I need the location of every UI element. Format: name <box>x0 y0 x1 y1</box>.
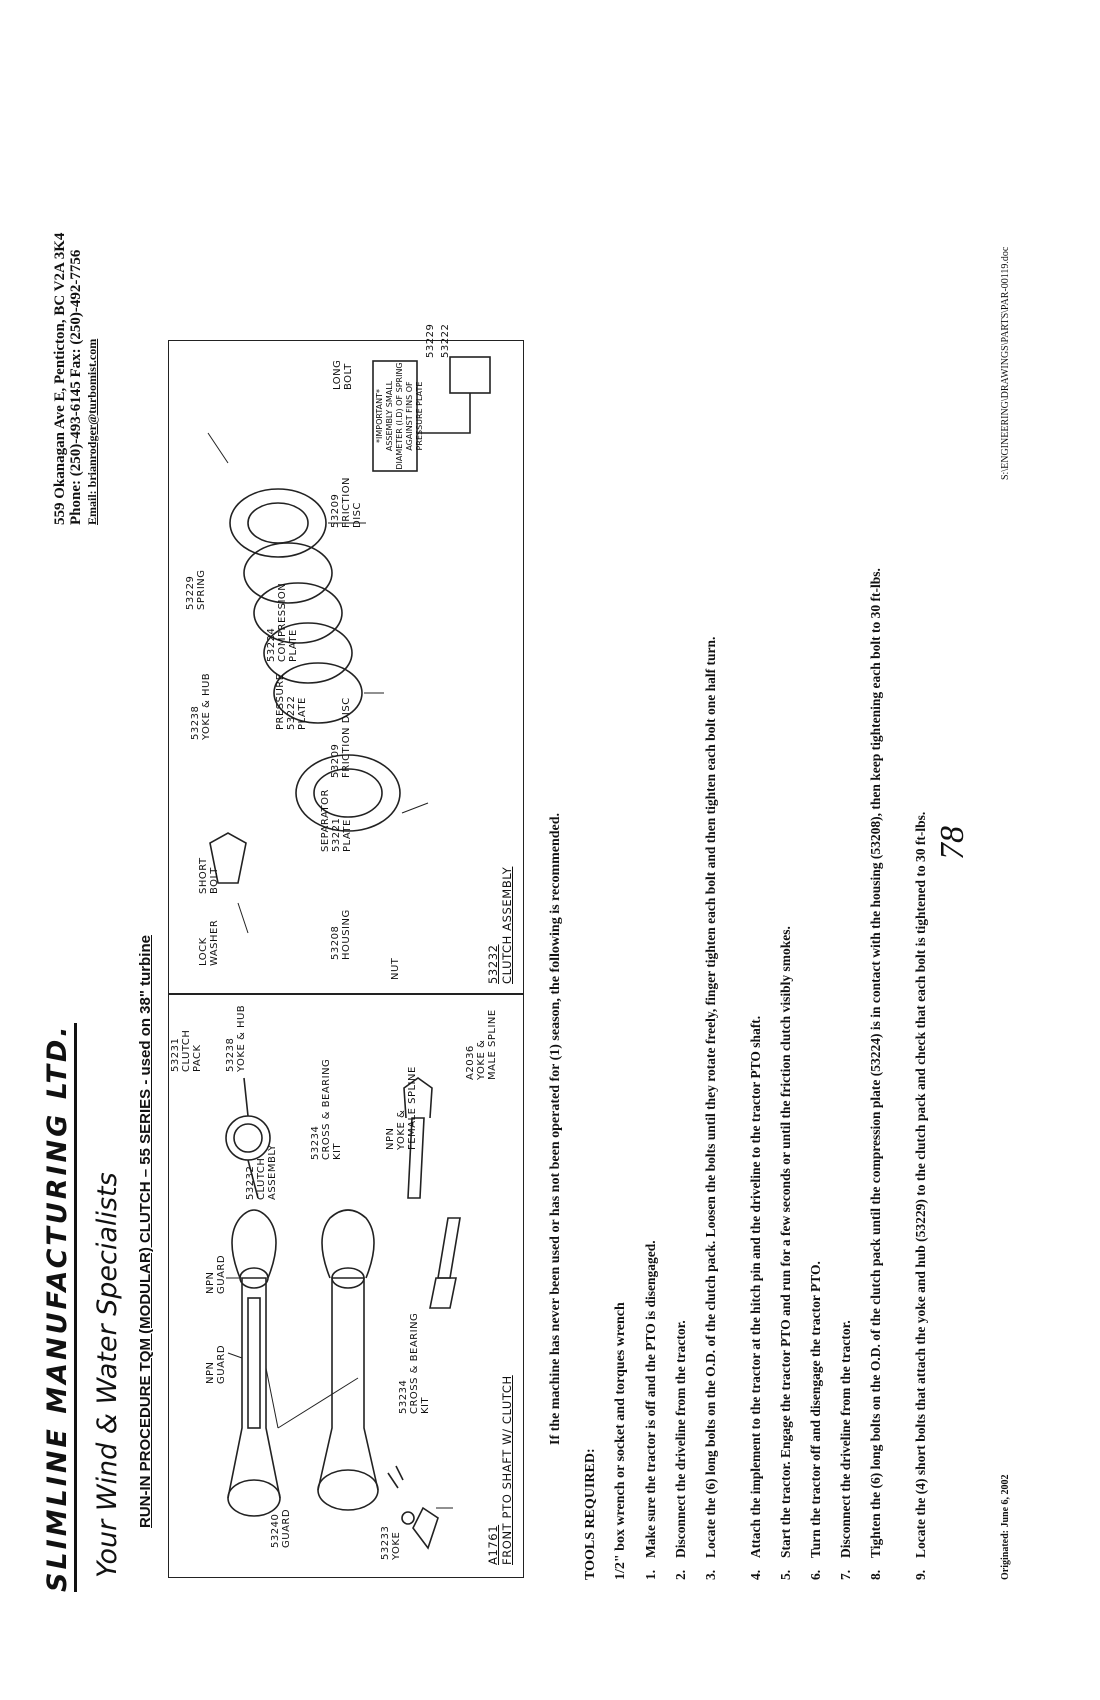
company-tagline: Your Wind & Water Specialists <box>92 1172 123 1578</box>
label-separator-plate: SEPARATOR 53221 PLATE <box>320 789 353 852</box>
label-npn-yoke-female: NPN YOKE & FEMALE SPLINE <box>385 1066 418 1150</box>
clutch-assembly-illustration <box>168 343 522 993</box>
label-53208-housing: 53208 HOUSING <box>330 909 352 960</box>
step-item: 2.Disconnect the driveline from the tractor. <box>673 1320 688 1580</box>
label-53209-friction-disc: 53209 FRICTION DISC <box>330 697 352 778</box>
label-short-bolt: SHORT BOLT <box>198 857 220 894</box>
file-path: S:\ENGINEERING\DRAWINGS\PARTS\PAR-00119.doc <box>1000 246 1011 480</box>
label-53240-guard: 53240 GUARD <box>270 1508 292 1548</box>
document-sheet <box>30 40 1070 1620</box>
label-53229-spring: 53229 SPRING <box>185 569 207 610</box>
label-lock-washer: LOCK WASHER <box>198 919 220 966</box>
label-53234-cross-kit: 53234 CROSS & BEARING KIT <box>398 1312 431 1414</box>
step-item: 3.Locate the (6) long bolts on the O.D. of the clutch pack. Loosen the bolts until they rotate freely, finger tighten each bolt and then tighten each bolt one half turn. <box>703 636 718 1580</box>
label-53224-compression-plate: 53224 COMPRESSION PLATE <box>266 582 299 662</box>
originated-date: Originated: June 6, 2002 <box>1000 1474 1011 1580</box>
label-53229: 53229 <box>425 323 436 358</box>
procedure-title: RUN-IN PROCEDURE TQM (MODULAR) CLUTCH – 55 SERIES - used on 38" turbine <box>137 935 154 1528</box>
label-pressure-plate: PRESSURE 53222 PLATE <box>275 673 308 730</box>
label-53238-yoke-hub: 53238 YOKE & HUB <box>190 672 212 740</box>
right-diagram-caption: 53232 CLUTCH ASSEMBLY <box>486 866 514 984</box>
company-address <box>52 233 100 525</box>
step-item: 5.Start the tractor. Engage the tractor PTO and run for a few seconds or until the friction clutch visibly smokes. <box>778 926 793 1580</box>
page-number: 78 <box>934 826 971 860</box>
step-item: 4.Attach the implement to the tractor at the hitch pin and the driveline to the tractor PTO shaft. <box>748 1015 763 1580</box>
left-diagram-caption: A1761 FRONT PTO SHAFT W/ CLUTCH <box>486 1375 514 1565</box>
step-item: 1.Make sure the tractor is off and the PTO is disengaged. <box>643 1240 658 1580</box>
label-53232-clutch-assembly: 53232 CLUTCH ASSEMBLY <box>245 1144 278 1200</box>
intro-paragraph: If the machine has never been used or has not been operated for (1) season, the following is recommended. <box>548 812 563 1445</box>
company-name: SLIMLINE MANUFACTURING LTD. <box>42 1023 77 1592</box>
label-53209-friction-disc: 53209 FRICTION DISC <box>330 476 363 528</box>
label-53234-cross-kit: 53234 CROSS & BEARING KIT <box>310 1058 343 1160</box>
label-53238-yoke-hub: 53238 YOKE & HUB <box>225 1004 247 1072</box>
step-item: 8.Tighten the (6) long bolts on the O.D. of the clutch pack until the compression plate (53224) is in contact with the housing (53208), then keep tightening each bolt to 30 ft-lbs. <box>868 568 883 1580</box>
label-53222: 53222 <box>440 323 451 358</box>
label-53233-yoke: 53233 YOKE <box>380 1525 402 1560</box>
important-note: *IMPORTANT* ASSEMBLY SMALL DIAMETER (I.D) OF SPRING AGAINST FINS OF PRESSURE PLATE <box>375 362 424 470</box>
label-long-bolt: LONG BOLT <box>332 359 354 390</box>
label-npn-guard: NPN GUARD <box>205 1344 227 1384</box>
step-item: 9.Locate the (4) short bolts that attach the yoke and hub (53229) to the clutch pack and check that each bolt is tightened to 30 ft-lbs. <box>913 811 928 1580</box>
address-line: 559 Okanagan Ave E, Penticton, BC V2A 3K4 <box>52 232 68 525</box>
label-53231-clutch-pack: 53231 CLUTCH PACK <box>170 1029 203 1072</box>
phone-fax-line: Phone: (250)-493-6145 Fax: (250)-492-7756 <box>68 249 84 525</box>
step-item: 7.Disconnect the driveline from the tractor. <box>838 1320 853 1580</box>
email-link[interactable]: Email: brianrodger@turbomist.com <box>85 338 99 525</box>
label-npn-guard: NPN GUARD <box>205 1254 227 1294</box>
tools-heading: TOOLS REQUIRED: <box>583 1448 598 1580</box>
label-nut: NUT <box>390 957 401 980</box>
step-item: 6.Turn the tractor off and disengage the tractor PTO. <box>808 1261 823 1580</box>
label-a2036-yoke-male: A2036 YOKE & MALE SPLINE <box>465 1009 498 1080</box>
tools-item: 1/2" box wrench or socket and torques wrench <box>613 1302 628 1580</box>
